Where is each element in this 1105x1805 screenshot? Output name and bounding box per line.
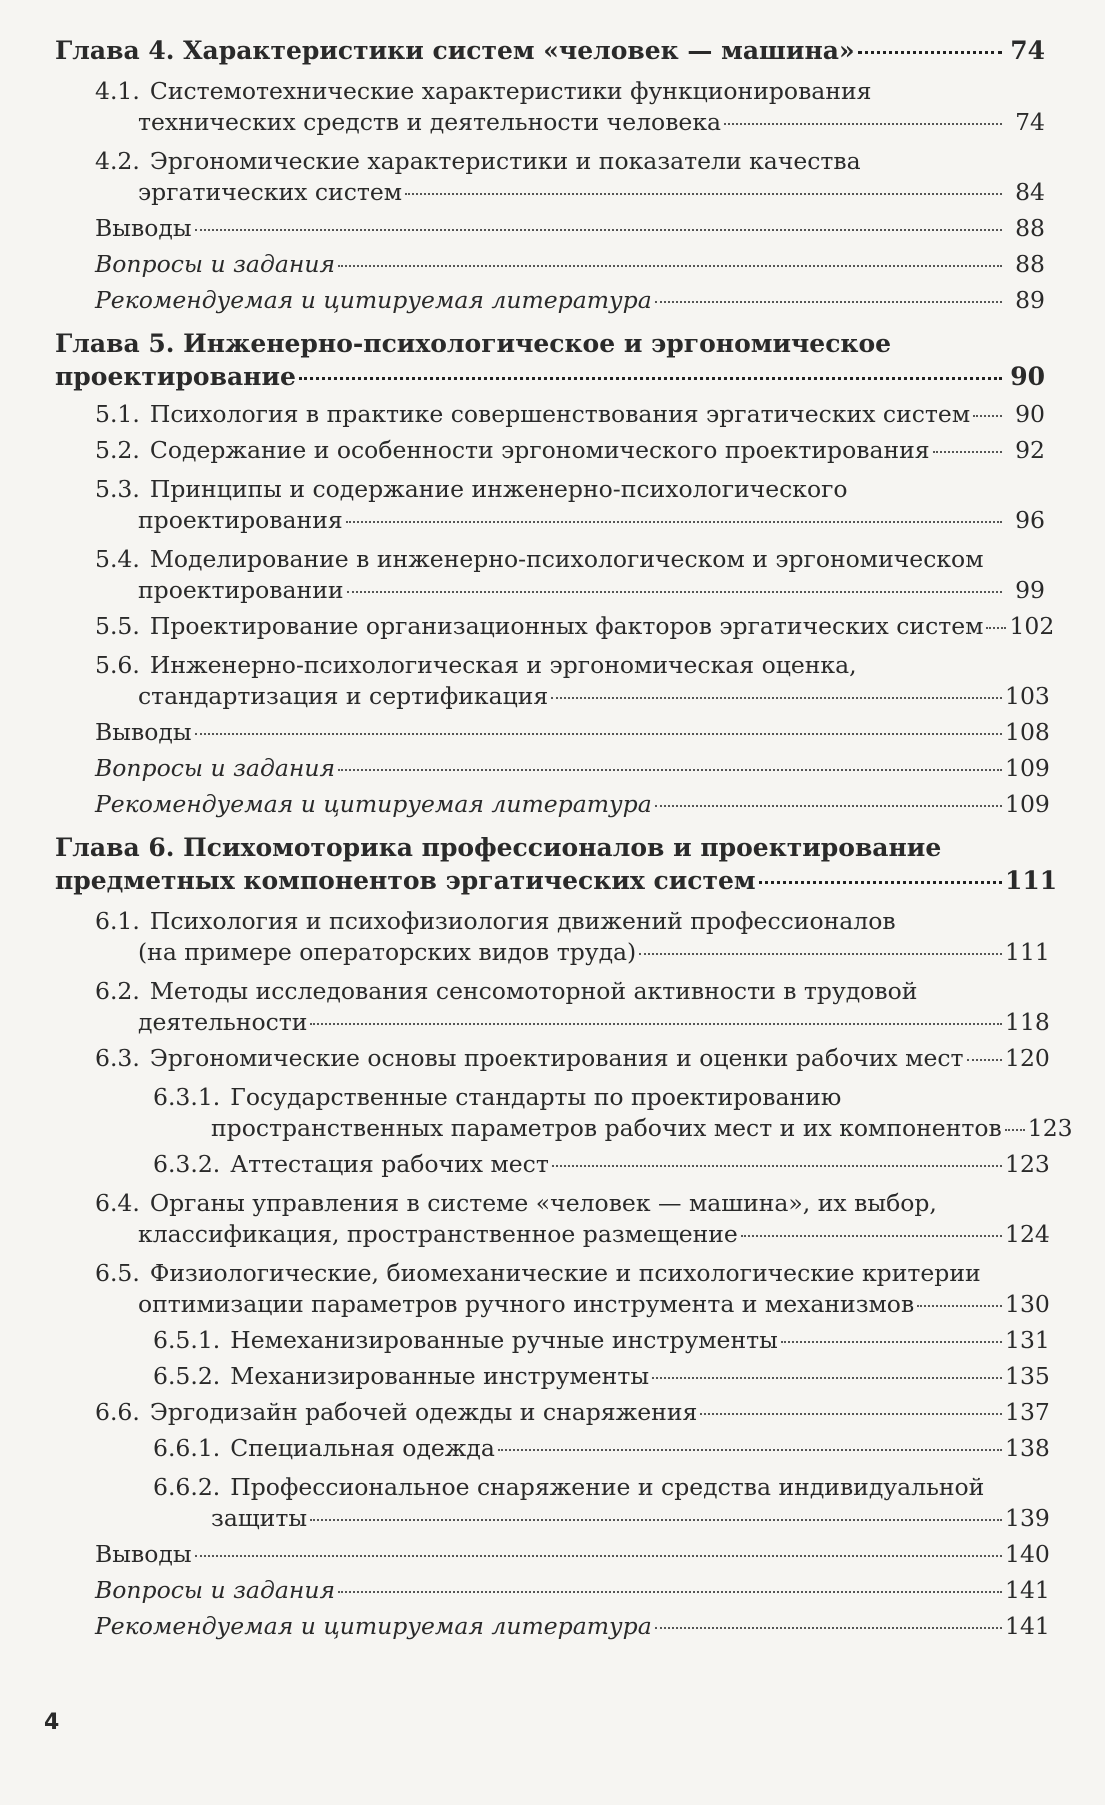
- toc-entry-number: 6.5.2.: [153, 1362, 221, 1390]
- toc-entry-title: проектирования: [138, 506, 343, 534]
- dot-leader: [741, 1235, 1002, 1237]
- toc-page-number: 84: [1015, 178, 1045, 206]
- toc-entry-title: Механизированные инструменты: [230, 1362, 650, 1390]
- dot-leader: [346, 521, 1002, 523]
- toc-entry: [55, 718, 1050, 754]
- dot-leader: [858, 51, 1002, 54]
- toc-page-number: 89: [1015, 286, 1045, 314]
- toc-page-number: 108: [1005, 718, 1050, 746]
- toc-entry-number: 5.4.: [95, 545, 140, 573]
- dot-leader: [195, 1555, 1002, 1557]
- toc-page-number: 135: [1005, 1362, 1050, 1390]
- toc-entry-title: Выводы: [95, 214, 192, 242]
- toc-entry-title: (на примере операторских видов труда): [138, 938, 637, 966]
- toc-entry: [55, 1612, 1050, 1648]
- toc-entry-title: эргатических систем: [138, 178, 403, 206]
- toc-page-number: 139: [1005, 1504, 1050, 1532]
- toc-entry: [55, 1470, 1050, 1540]
- toc-entry-title: Методы исследования сенсомоторной активности в трудовой: [149, 977, 918, 1005]
- toc-entry: [55, 612, 1055, 648]
- toc-page-number: 88: [1015, 214, 1045, 242]
- dot-leader: [700, 1413, 1002, 1415]
- dot-leader: [759, 881, 1002, 884]
- toc-entry-title: Специальная одежда: [230, 1434, 495, 1462]
- toc-entry-title: Физиологические, биомеханические и психологические критерии: [149, 1259, 981, 1287]
- toc-entry: [55, 1362, 1050, 1398]
- toc-entry-title: Эргономические основы проектирования и оценки рабочих мест: [149, 1044, 964, 1072]
- toc-entry-title: Рекомендуемая и цитируемая литература: [95, 790, 652, 818]
- toc-entry-title: пространственных параметров рабочих мест и их компонентов: [211, 1114, 1002, 1142]
- toc-entry: [55, 250, 1045, 286]
- dot-leader: [405, 193, 1002, 195]
- toc-page-number: 74: [1010, 36, 1045, 65]
- toc-page-number: 123: [1027, 1114, 1073, 1142]
- dot-leader: [338, 1591, 1002, 1593]
- toc-entry-title: проектирование: [55, 362, 296, 391]
- dot-leader: [639, 953, 1002, 955]
- dot-leader: [655, 805, 1002, 807]
- toc-entry-number: 5.5.: [95, 612, 140, 640]
- toc-page-number: 141: [1005, 1576, 1050, 1604]
- toc-entry-number: 6.1.: [95, 907, 140, 935]
- toc-entry: [55, 1326, 1050, 1362]
- toc-entry: [55, 1256, 1050, 1326]
- toc-entry-title: защиты: [211, 1504, 308, 1532]
- toc-entry-number: 6.6.: [95, 1398, 140, 1426]
- toc-page-number: 99: [1015, 576, 1045, 604]
- toc-entry-title: технических средств и деятельности человека: [138, 108, 722, 136]
- toc-entry-title: Принципы и содержание инженерно-психологического: [149, 475, 848, 503]
- dot-leader: [724, 123, 1002, 125]
- toc-page-number: 74: [1015, 108, 1045, 136]
- toc-entry-number: 6.6.1.: [153, 1434, 221, 1462]
- toc-page-number: 141: [1005, 1612, 1050, 1640]
- toc-entry: [55, 74, 1045, 144]
- toc-entry-title: Немеханизированные ручные инструменты: [230, 1326, 778, 1354]
- toc-page-number: 111: [1005, 938, 1050, 966]
- toc-entry: [55, 472, 1045, 542]
- toc-page-number: 130: [1005, 1290, 1050, 1318]
- toc-page-number: 138: [1005, 1434, 1050, 1462]
- toc-entry: [55, 1044, 1050, 1080]
- toc-entry-title: Инженерно-психологическая и эргономическая оценка,: [149, 651, 857, 679]
- toc-entry-title: Аттестация рабочих мест: [230, 1150, 549, 1178]
- toc-entry: [55, 1434, 1050, 1470]
- toc-entry-title: предметных компонентов эргатических систем: [55, 866, 756, 895]
- toc-entry: [55, 790, 1050, 826]
- toc-entry-title: Вопросы и задания: [95, 754, 336, 782]
- toc-entry-number: 5.1.: [95, 400, 140, 428]
- toc-entry-title: Психология в практике совершенствования эргатических систем: [149, 400, 971, 428]
- toc-entry-number: 6.6.2.: [153, 1473, 221, 1501]
- toc-page-number: 109: [1005, 790, 1050, 818]
- toc-entry-title: Эргономические характеристики и показатели качества: [149, 147, 861, 175]
- dot-leader: [310, 1519, 1002, 1521]
- toc-entry-title: Вопросы и задания: [95, 1576, 336, 1604]
- dot-leader: [652, 1377, 1002, 1379]
- toc-entry-number: 5.2.: [95, 436, 140, 464]
- dot-leader: [338, 265, 1002, 267]
- toc-entry-title: стандартизация и сертификация: [138, 682, 549, 710]
- toc-page-number: 96: [1015, 506, 1045, 534]
- dot-leader: [552, 1165, 1002, 1167]
- dot-leader: [299, 377, 1002, 380]
- dot-leader: [655, 301, 1002, 303]
- dot-leader: [655, 1627, 1002, 1629]
- toc-entry-title: Моделирование в инженерно-психологическом и эргономическом: [149, 545, 984, 573]
- toc-page-number: 102: [1009, 612, 1055, 640]
- dot-leader: [967, 1059, 1002, 1061]
- toc-chapter: [55, 326, 1045, 400]
- toc-page-number: 103: [1005, 682, 1050, 710]
- dot-leader: [1005, 1129, 1025, 1131]
- toc-entry-title: классификация, пространственное размещение: [138, 1220, 738, 1248]
- toc-entry-title: Глава 5. Инженерно-психологическое и эргономическое: [55, 329, 892, 358]
- page-number: 4: [44, 1710, 60, 1735]
- toc-entry-number: 4.1.: [95, 77, 140, 105]
- toc-entry: [55, 1398, 1050, 1434]
- toc-entry-number: 4.2.: [95, 147, 140, 175]
- toc-chapter: [55, 36, 1045, 74]
- toc-entry: [55, 1540, 1050, 1576]
- toc-page-number: 123: [1005, 1150, 1050, 1178]
- toc-chapter: [55, 830, 1058, 904]
- toc-page-number: 118: [1005, 1008, 1050, 1036]
- dot-leader: [195, 229, 1002, 231]
- dot-leader: [917, 1305, 1002, 1307]
- toc-entry-title: оптимизации параметров ручного инструмента и механизмов: [138, 1290, 915, 1318]
- toc-entry-number: 5.6.: [95, 651, 140, 679]
- dot-leader: [195, 733, 1002, 735]
- toc-entry-title: Проектирование организационных факторов эргатических систем: [149, 612, 984, 640]
- toc-page-number: 137: [1005, 1398, 1050, 1426]
- toc-entry-title: Содержание и особенности эргономического проектирования: [149, 436, 930, 464]
- toc-entry-title: Рекомендуемая и цитируемая литература: [95, 1612, 652, 1640]
- toc-entry: [55, 974, 1050, 1044]
- toc-entry: [55, 400, 1045, 436]
- toc-entry-title: Глава 4. Характеристики систем «человек — машина»: [55, 36, 855, 65]
- toc-entry-title: Глава 6. Психомоторика профессионалов и проектирование: [55, 833, 942, 862]
- toc-entry: [55, 144, 1045, 214]
- toc-entry-title: Выводы: [95, 1540, 192, 1568]
- toc-page-number: 109: [1005, 754, 1050, 782]
- toc-entry-title: Эргодизайн рабочей одежды и снаряжения: [149, 1398, 698, 1426]
- toc-entry: [55, 214, 1045, 250]
- dot-leader: [338, 769, 1002, 771]
- toc-page-number: 140: [1005, 1540, 1050, 1568]
- table-of-contents: [55, 36, 1073, 1648]
- toc-page-number: 120: [1005, 1044, 1050, 1072]
- dot-leader: [310, 1023, 1002, 1025]
- dot-leader: [986, 627, 1006, 629]
- toc-entry: [55, 1186, 1050, 1256]
- toc-entry-number: 6.5.: [95, 1259, 140, 1287]
- toc-page-number: 92: [1015, 436, 1045, 464]
- dot-leader: [973, 415, 1002, 417]
- toc-page-number: 124: [1005, 1220, 1050, 1248]
- toc-entry: [55, 1150, 1050, 1186]
- toc-entry-number: 6.3.: [95, 1044, 140, 1072]
- toc-entry-title: Системотехнические характеристики функционирования: [149, 77, 872, 105]
- dot-leader: [933, 451, 1002, 453]
- toc-entry-title: Органы управления в системе «человек — машина», их выбор,: [149, 1189, 937, 1217]
- toc-entry-title: Психология и психофизиология движений профессионалов: [149, 907, 896, 935]
- toc-entry: [55, 542, 1045, 612]
- toc-entry-number: 6.2.: [95, 977, 140, 1005]
- toc-page-number: 88: [1015, 250, 1045, 278]
- toc-entry: [55, 1576, 1050, 1612]
- dot-leader: [498, 1449, 1002, 1451]
- toc-entry-title: Вопросы и задания: [95, 250, 336, 278]
- toc-page-number: 90: [1015, 400, 1045, 428]
- dot-leader: [781, 1341, 1002, 1343]
- toc-entry-title: деятельности: [138, 1008, 308, 1036]
- toc-page-number: 111: [1005, 866, 1058, 895]
- toc-page-number: 131: [1005, 1326, 1050, 1354]
- toc-entry-number: 6.3.1.: [153, 1083, 221, 1111]
- dot-leader: [551, 697, 1002, 699]
- toc-entry-number: 6.3.2.: [153, 1150, 221, 1178]
- toc-entry: [55, 754, 1050, 790]
- toc-page-number: 90: [1010, 362, 1045, 391]
- toc-entry-title: проектировании: [138, 576, 344, 604]
- toc-entry-title: Профессиональное снаряжение и средства индивидуальной: [230, 1473, 985, 1501]
- toc-entry-number: 6.4.: [95, 1189, 140, 1217]
- toc-entry: [55, 1080, 1073, 1150]
- dot-leader: [347, 591, 1002, 593]
- toc-entry: [55, 436, 1045, 472]
- toc-entry: [55, 904, 1050, 974]
- toc-entry-title: Государственные стандарты по проектированию: [230, 1083, 842, 1111]
- toc-entry-title: Рекомендуемая и цитируемая литература: [95, 286, 652, 314]
- toc-entry-number: 5.3.: [95, 475, 140, 503]
- toc-entry-number: 6.5.1.: [153, 1326, 221, 1354]
- toc-entry: [55, 286, 1045, 322]
- toc-entry-title: Выводы: [95, 718, 192, 746]
- toc-entry: [55, 648, 1050, 718]
